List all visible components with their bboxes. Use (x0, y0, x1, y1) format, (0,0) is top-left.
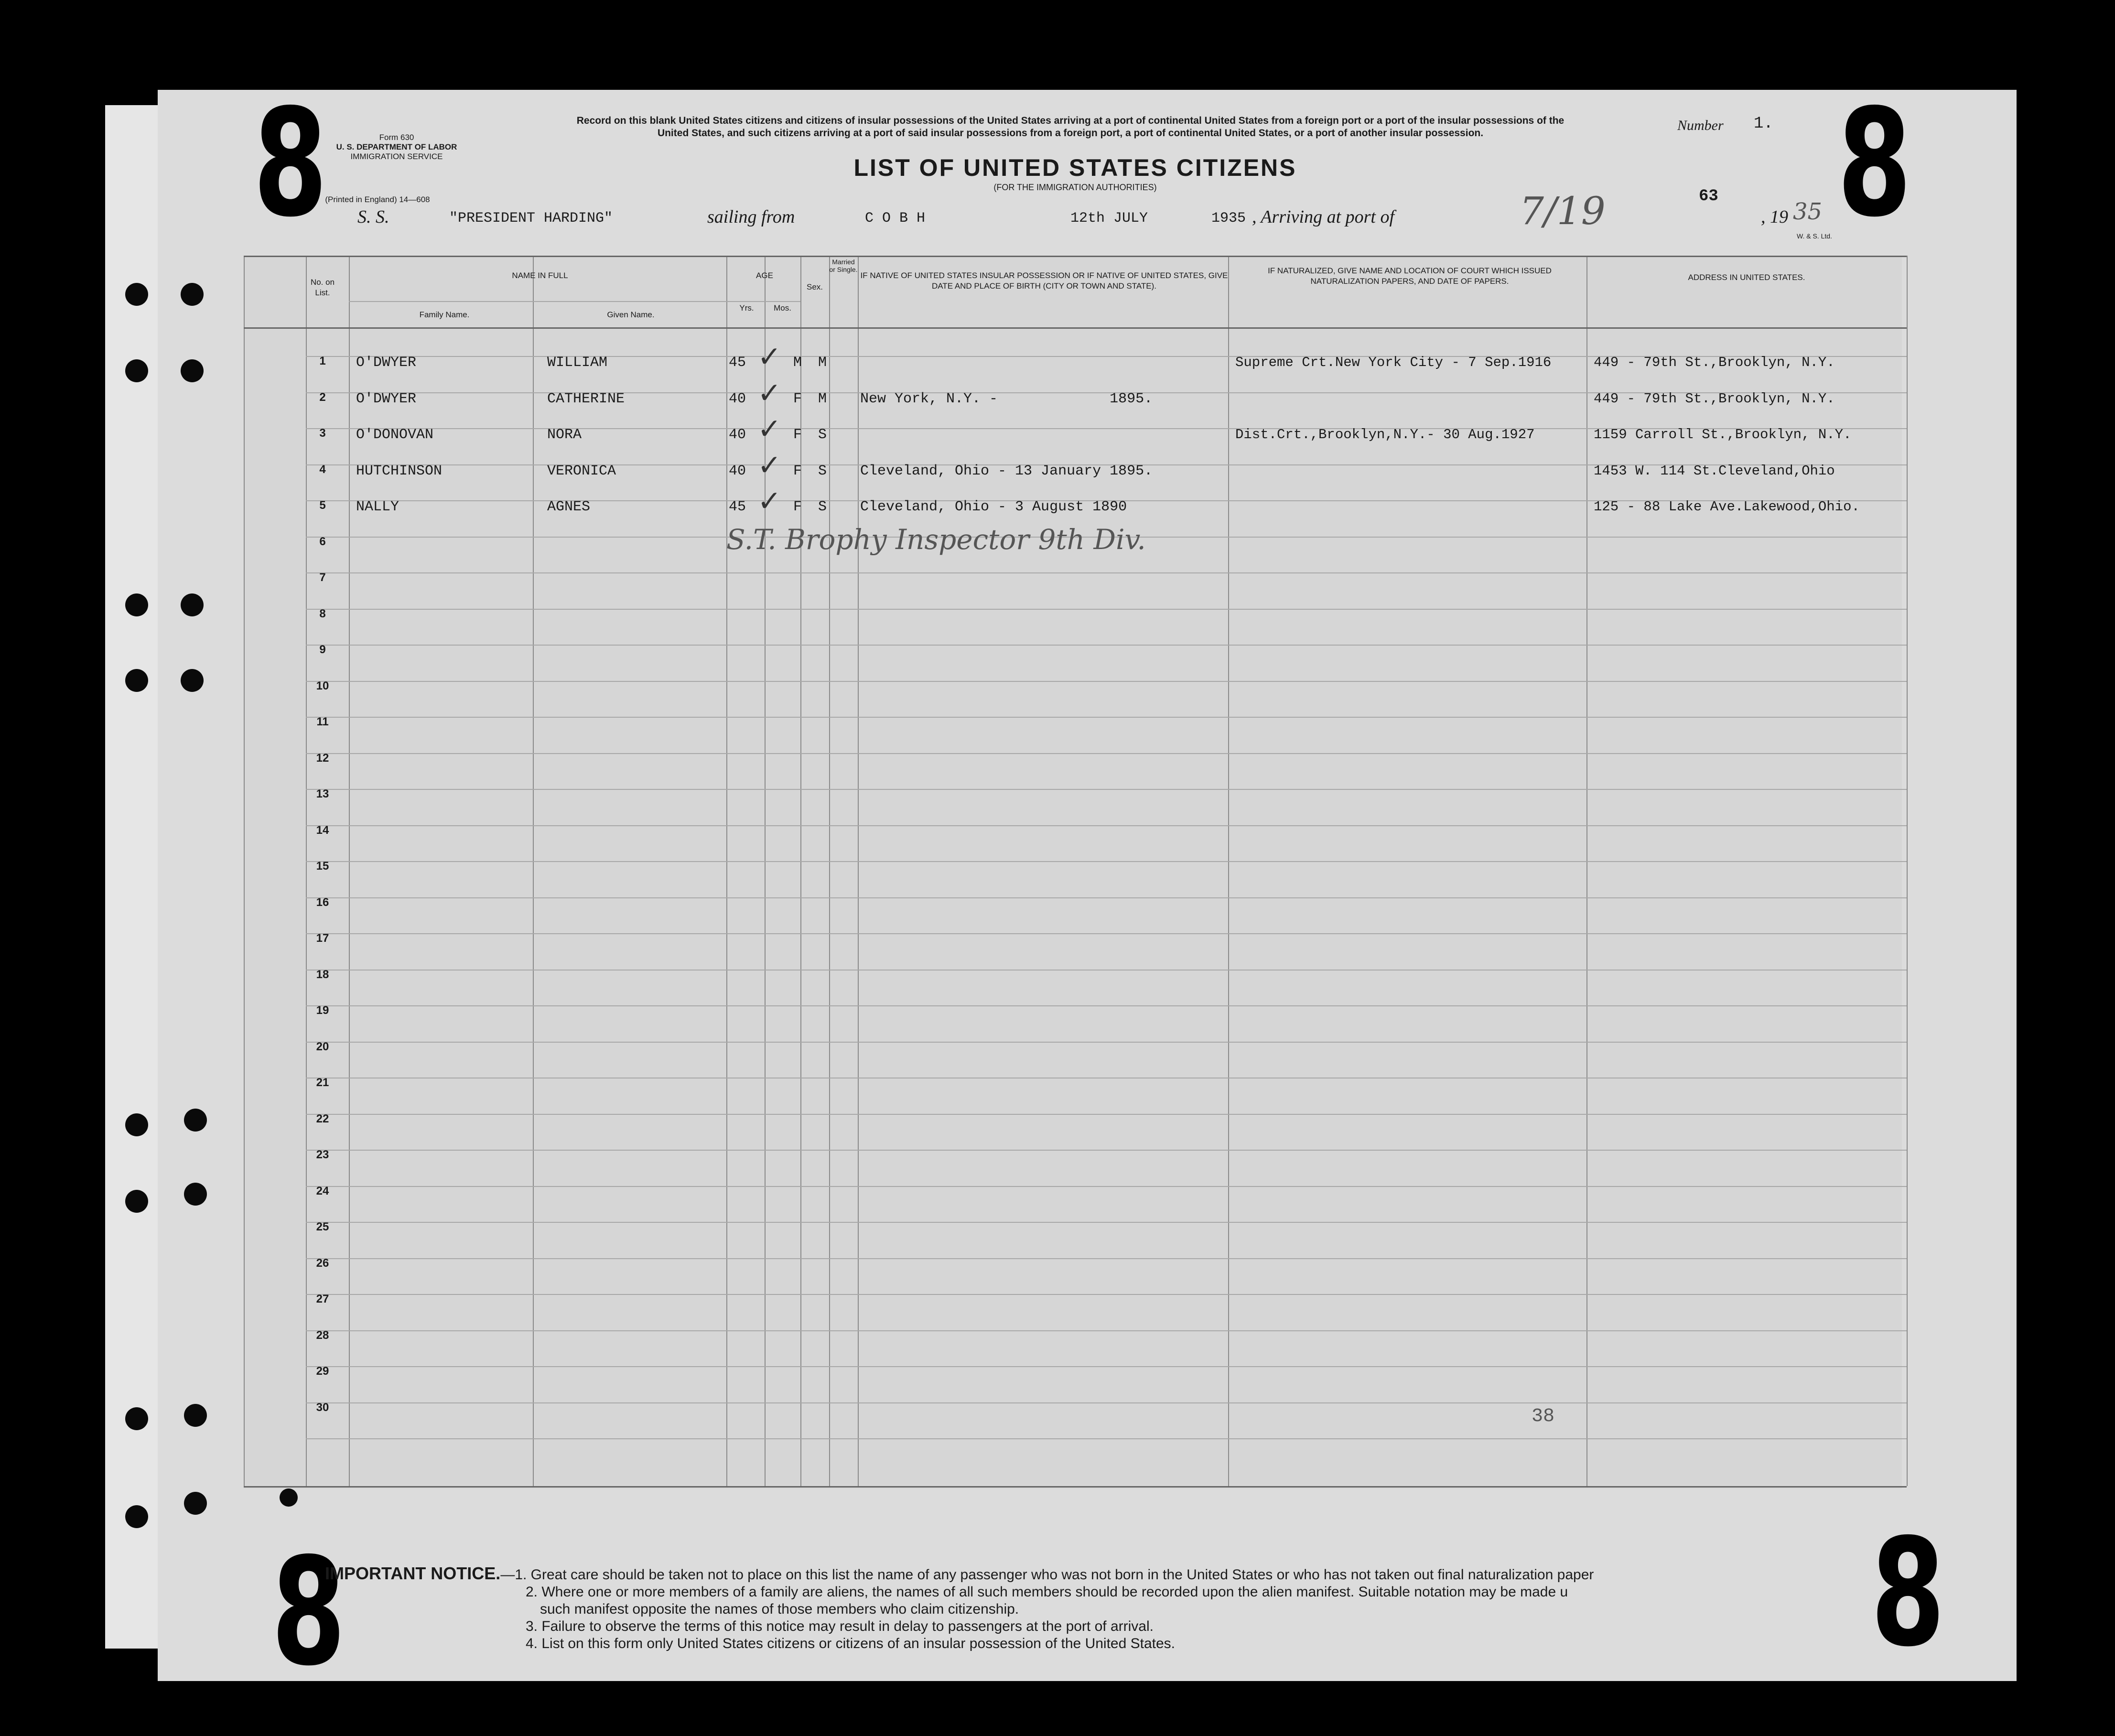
birth-info: Cleveland, Ohio - 3 August 1890 (860, 499, 1127, 515)
check-mark: ✓ (757, 377, 782, 409)
family-name: HUTCHINSON (356, 463, 442, 479)
row-number: 11 (316, 715, 329, 728)
page-stamp: 63 (1699, 187, 1718, 205)
col-address: ADDRESS IN UNITED STATES. (1688, 273, 1805, 282)
arrival-year-prefix: , 19 (1761, 207, 1788, 227)
page-subtitle: (FOR THE IMMIGRATION AUTHORITIES) (993, 183, 1157, 192)
row-number: 22 (316, 1112, 329, 1125)
printer-mark: W. & S. Ltd. (1797, 232, 1832, 240)
sex: F (793, 499, 802, 515)
check-mark: ✓ (757, 449, 782, 481)
row-number: 20 (316, 1040, 329, 1053)
row-number: 23 (316, 1148, 329, 1161)
inspector-signature: S.T. Brophy Inspector 9th Div. (726, 523, 1146, 556)
sex: F (793, 427, 802, 443)
row-number: 5 (319, 499, 326, 512)
port-from: C O B H (865, 210, 926, 226)
family-name: O'DONOVAN (356, 427, 434, 443)
row-number: 29 (316, 1365, 329, 1378)
col-given: Given Name. (607, 310, 655, 319)
notice-item-4: 4. List on this form only United States citizens or citizens of an insular possession of the United States. (526, 1636, 1176, 1651)
ship-name: "PRESIDENT HARDING" (449, 210, 613, 226)
row-number: 7 (319, 571, 326, 584)
row-number: 16 (316, 895, 329, 909)
row-number: 18 (316, 968, 329, 981)
row-number: 10 (316, 679, 329, 692)
col-age-group: AGE (756, 271, 773, 280)
corner-mark-top-right: 8 (1837, 77, 1912, 250)
row-number: 28 (316, 1328, 329, 1342)
col-married: Married or Single. (829, 258, 858, 273)
birth-info: New York, N.Y. - 1895. (860, 390, 1153, 407)
row-number: 27 (316, 1293, 329, 1305)
corner-mark-bottom-right: 8 (1871, 1507, 1945, 1680)
notice-item-2b: such manifest opposite the names of those members who claim citizenship. (540, 1601, 1019, 1617)
row-number: 4 (319, 463, 326, 476)
married-status: S (818, 499, 827, 515)
check-mark: ✓ (757, 413, 782, 445)
sex: F (793, 390, 802, 407)
row-number: 3 (319, 427, 326, 440)
printed-note: (Printed in England) 14—608 (325, 195, 430, 204)
arrival-date: 7/19 (1520, 189, 1606, 233)
row-number: 1 (319, 355, 326, 367)
family-name: O'DWYER (356, 390, 417, 407)
col-native: IF NATIVE OF UNITED STATES INSULAR POSSESSION OR IF NATIVE OF UNITED STATES, GIVE DATE AND PLACE OF BIRTH (CITY OR TOWN AND STATE). (860, 271, 1228, 291)
sailing-label: sailing from (707, 207, 795, 227)
family-name: NALLY (356, 499, 399, 515)
col-sex: Sex. (806, 282, 823, 291)
check-mark: ✓ (757, 485, 782, 517)
form-number: Form 630 (379, 133, 414, 142)
notice-item-1: —1. Great care should be taken not to place on this list the name of any passenger who was not born in the United States or who has not taken out final naturalization paper (500, 1567, 1594, 1583)
birth-info: Cleveland, Ohio - 13 January 1895. (860, 463, 1153, 479)
arrival-year-suffix: 35 (1793, 198, 1823, 225)
col-mos: Mos. (774, 303, 791, 313)
col-yrs: Yrs. (739, 303, 754, 313)
row-number: 24 (316, 1184, 329, 1197)
row-number: 6 (319, 535, 326, 548)
arriving-label: , Arriving at port of (1252, 207, 1395, 227)
col-family: Family Name. (419, 310, 470, 319)
row-number: 2 (319, 390, 326, 404)
sail-date: 12th JULY (1070, 210, 1148, 226)
check-mark: ✓ (757, 341, 782, 373)
form-intro: Record on this blank United States citizens and citizens of insular possessions of the United States arriving at a port of continental United States from a foreign port or a port of the insular possessions of the United States, and such citizens arriving at a port of said insular possessions from a foreign port, a port of continental United States, or a port of another insular possession. (576, 115, 1565, 139)
col-naturalized: IF NATURALIZED, GIVE NAME AND LOCATION OF COURT WHICH ISSUED NATURALIZATION PAPERS, AND DATE OF PAPERS. (1268, 266, 1552, 286)
service: IMMIGRATION SERVICE (350, 152, 443, 161)
address: 449 - 79th St.,Brooklyn, N.Y. (1594, 390, 1835, 407)
row-number: 15 (316, 860, 329, 873)
important-notice (325, 1565, 1594, 1652)
given-name: AGNES (547, 499, 591, 515)
col-name-group: NAME IN FULL (512, 271, 568, 280)
row-number: 21 (316, 1076, 329, 1089)
notice-item-2a: 2. Where one or more members of a family are aliens, the names of all such members should be recorded upon the alien manifest. Suitable notation may be made u (526, 1584, 1568, 1600)
sex: F (793, 463, 802, 479)
row-number: 26 (316, 1256, 329, 1270)
row-number: 13 (316, 787, 329, 800)
row-number: 14 (316, 823, 329, 837)
age-years: 45 (729, 499, 746, 515)
department: U. S. DEPARTMENT OF LABOR (336, 142, 457, 151)
given-name: NORA (547, 427, 582, 443)
col-no: No. on List. (310, 278, 335, 297)
corner-mark-top-left: 8 (253, 77, 328, 250)
row-number: 17 (316, 932, 329, 945)
sail-year: 1935 (1211, 210, 1246, 226)
age-years: 40 (729, 390, 746, 407)
row-number: 12 (316, 751, 329, 765)
married-status: M (818, 390, 827, 407)
address: 449 - 79th St.,Brooklyn, N.Y. (1594, 355, 1835, 370)
given-name: WILLIAM (547, 355, 608, 371)
naturalization-info: Supreme Crt.New York City - 7 Sep.1916 (1235, 355, 1552, 370)
sex: M (793, 355, 802, 371)
number-value: 1. (1754, 115, 1773, 133)
married-status: S (818, 463, 827, 479)
address: 1453 W. 114 St.Cleveland,Ohio (1594, 463, 1835, 479)
address: 1159 Carroll St.,Brooklyn, N.Y. (1594, 427, 1852, 442)
row-number: 9 (319, 643, 326, 656)
page-title: LIST OF UNITED STATES CITIZENS (853, 154, 1297, 181)
married-status: M (818, 355, 827, 371)
family-name: O'DWYER (356, 355, 417, 371)
ss-label: S. S. (357, 207, 389, 227)
footer-number: 38 (1532, 1406, 1555, 1427)
given-name: VERONICA (547, 463, 616, 479)
age-years: 40 (729, 427, 746, 443)
given-name: CATHERINE (547, 390, 625, 407)
number-label: Number (1677, 118, 1724, 133)
notice-item-3: 3. Failure to observe the terms of this notice may result in delay to passengers at the port of arrival. (526, 1618, 1154, 1634)
age-years: 40 (729, 463, 746, 479)
naturalization-info: Dist.Crt.,Brooklyn,N.Y.- 30 Aug.1927 (1235, 427, 1535, 442)
age-years: 45 (729, 355, 746, 371)
address: 125 - 88 Lake Ave.Lakewood,Ohio. (1594, 499, 1860, 515)
row-number: 25 (316, 1220, 329, 1233)
row-number: 19 (316, 1004, 329, 1017)
row-number: 8 (319, 607, 326, 620)
married-status: S (818, 427, 827, 443)
row-number: 30 (316, 1401, 329, 1414)
notice-lead: IMPORTANT NOTICE. (325, 1563, 501, 1583)
corner-mark-bottom-left: 8 (271, 1526, 346, 1699)
